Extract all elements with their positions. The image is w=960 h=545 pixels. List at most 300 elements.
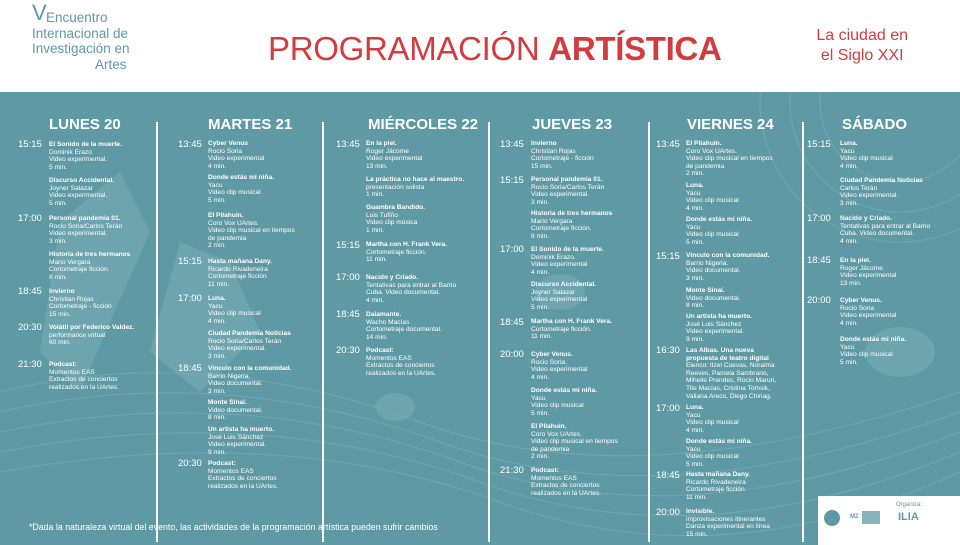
event-detail: de pandemia [208, 234, 247, 242]
time-label: 17:00 [807, 213, 831, 224]
event-title: Hasta mañana Dany. [208, 258, 273, 265]
event-detail: Video experimental [840, 312, 897, 320]
event-item [208, 426, 274, 456]
event-detail: Video experimental [531, 366, 588, 374]
event-detail: 4 min. [531, 268, 549, 276]
event-detail: Video clip musical [208, 189, 261, 197]
event-item [366, 347, 436, 377]
event-title: Invierno [49, 288, 75, 295]
event-item [208, 330, 291, 360]
event-item [366, 241, 447, 264]
day-heading: MARTES 21 [208, 116, 293, 133]
event-detail: Tite Macías, Cristina Tomsik, [686, 384, 770, 392]
header [0, 0, 960, 92]
time-label: 20:00 [807, 295, 831, 306]
event-detail: Momentos EAS [531, 474, 577, 482]
event-title: Daiamante. [366, 311, 402, 318]
page-title [268, 30, 722, 68]
event-item [208, 258, 272, 288]
event-detail: 4 min. [208, 317, 226, 325]
event-detail: propuesta de teatro digital [686, 354, 769, 362]
event-detail: Dominik Erazo. [531, 253, 576, 261]
event-detail: Wacho Macías [366, 318, 410, 326]
event-item [49, 324, 134, 347]
event-detail: 3 min. [208, 387, 226, 395]
event-title: Monte Sinaí. [686, 287, 725, 294]
column-divider [802, 122, 804, 542]
time-label: 18:45 [178, 363, 202, 374]
event-title: Podcast: [366, 347, 394, 354]
event-detail: Cortometraje ficción. [531, 325, 592, 333]
event-detail: Yacu [208, 302, 223, 310]
event-detail: Mario Vergara [531, 217, 573, 225]
event-detail: Momentos EAS [208, 467, 254, 475]
event-detail: Video clip musical [686, 231, 739, 239]
title-bold: ARTÍSTICA [548, 30, 722, 67]
event-item [531, 246, 604, 276]
event-detail: Video documental. [686, 267, 741, 275]
event-title: En la piel. [366, 140, 397, 147]
event-detail: 3 min. [208, 352, 226, 360]
time-label: 20:00 [500, 349, 524, 360]
event-item [840, 257, 896, 287]
event-detail: 8 min. [49, 273, 67, 281]
encuentro-logo [32, 0, 130, 72]
time-label: 18:45 [18, 286, 42, 297]
event-detail: 8 min. [686, 302, 704, 310]
event-detail: Ricardo Rivadeneira [208, 265, 268, 273]
event-detail: 11 min. [208, 280, 230, 288]
event-detail: 2 min. [686, 170, 704, 178]
event-detail: realizados en la UArtes. [49, 383, 120, 391]
event-detail: Video documental. [208, 380, 263, 388]
day-heading: LUNES 20 [49, 116, 121, 133]
event-detail: Yacu [840, 343, 855, 351]
time-label: 15:15 [178, 256, 202, 267]
event-item [531, 140, 594, 170]
event-detail: Rocio Soria/Carlos Terán [208, 337, 282, 345]
logo-mz: MZ [850, 514, 859, 520]
event-title: Podcast: [208, 460, 236, 467]
event-detail: Video clip musical [840, 155, 893, 163]
event-detail: Dominik Erazo [49, 148, 92, 156]
event-detail: Rocio Soria [208, 147, 243, 155]
logo-marks [818, 496, 960, 545]
time-label: 20:30 [18, 322, 42, 333]
event-detail: 13 min. [366, 162, 388, 170]
event-item [208, 295, 261, 325]
event-detail: Elenco: Itzel Cuevas, Noralma [686, 362, 775, 370]
event-detail: 4 min. [531, 373, 549, 381]
footer-note: *Dada la naturaleza virtual del evento, las actividades de la programación artística pueden sufrir cambios [29, 522, 438, 532]
event-detail: 60 min. [49, 339, 71, 347]
event-detail: 5 min. [840, 358, 858, 366]
event-detail: Momentos EAS [49, 368, 95, 376]
event-detail: 4 min. [686, 426, 704, 434]
event-title: En la piel. [840, 257, 871, 264]
event-detail: Coro Vox UArtes. [531, 430, 582, 438]
event-detail: Cuba. Video documental. [840, 230, 914, 238]
event-detail: 5 min. [208, 196, 226, 204]
event-title: El Pilahuin. [208, 212, 244, 219]
event-item [686, 216, 752, 246]
event-item [208, 140, 264, 170]
event-detail: Video documental. [686, 294, 741, 302]
event-title: Personal pandemia 01. [531, 176, 603, 183]
event-detail: Yacu [686, 411, 701, 419]
event-item [840, 336, 906, 366]
time-label: 15:15 [18, 139, 42, 150]
partner-logo-icon [862, 511, 880, 524]
day-heading: MIÉRCOLES 22 [368, 116, 479, 133]
event-title: Discurso Accidental. [531, 281, 596, 288]
event-detail: Yacu [840, 147, 855, 155]
event-detail: Video clip musical [531, 402, 584, 410]
event-detail: Yacu [686, 189, 701, 197]
event-title: Invierno [531, 140, 557, 147]
event-detail: Coro Vox UArtes. [686, 147, 737, 155]
event-detail: Danza experimental en línea [686, 523, 770, 531]
event-title: Volátil por Federico Valdez. [49, 324, 135, 331]
event-detail: Mario Vergara [49, 258, 91, 266]
time-label: 17:00 [178, 293, 202, 304]
event-detail: Cortometraje - ficción [49, 303, 112, 311]
event-detail: improvisaciones itinerantes [686, 515, 766, 523]
event-title: El Sonido de la muerte. [49, 141, 122, 148]
event-detail: Yacu [531, 394, 546, 402]
event-title: Nacido y Criado. [366, 274, 419, 281]
day-column-jueves [492, 92, 648, 545]
event-detail: 5 min. [531, 303, 549, 311]
event-detail: Yacu [686, 223, 701, 231]
event-detail: performance virtual [49, 331, 106, 339]
event-detail: 2 min. [531, 453, 549, 461]
event-detail: Video experimental [531, 296, 588, 304]
time-label: 13:45 [656, 139, 680, 150]
event-detail: Video clip música [366, 219, 418, 227]
event-detail: Ricardo Rivadeneira [686, 478, 746, 486]
subtitle-line-2: el Siglo XXI [820, 47, 904, 64]
event-detail: 15 min. [686, 530, 708, 538]
event-title: Luna. [686, 182, 704, 189]
event-item [366, 311, 442, 341]
event-title: Martha con H. Frank Vera. [366, 241, 447, 248]
time-label: 17:00 [18, 213, 42, 224]
event-item [840, 215, 930, 245]
day-column-viernes [652, 92, 802, 545]
event-detail: 11 min. [366, 256, 388, 264]
event-detail: presentación solista [366, 183, 425, 191]
event-item [208, 212, 295, 250]
event-title: Nacido y Criado. [840, 215, 893, 222]
event-title: Luna. [840, 140, 858, 147]
sponsor-logos [818, 496, 960, 545]
event-detail: 11 min. [686, 493, 708, 501]
event-detail: 4 min. [686, 204, 704, 212]
event-item [686, 347, 776, 400]
event-detail: Cortometraje ficción [686, 486, 745, 494]
time-label: 17:00 [336, 272, 360, 283]
event-detail: José Luis Sánchez [208, 433, 264, 441]
event-detail: 5 min. [49, 163, 67, 171]
event-detail: Momentos EAS [366, 354, 412, 362]
event-detail: Video experimental [208, 155, 265, 163]
time-label: 20:30 [178, 458, 202, 469]
event-detail: Roger Jácome [366, 147, 409, 155]
time-label: 18:45 [336, 309, 360, 320]
event-detail: Cortometraje ficción. [366, 248, 427, 256]
encuentro-roman-numeral: V [32, 0, 47, 25]
event-title: Vínculo con la comunidad. [208, 365, 292, 372]
event-title: Martha con H. Frank Vera. [531, 318, 612, 325]
event-title: Donde estás mi niña. [531, 387, 597, 394]
event-detail: 1 min. [366, 226, 384, 234]
event-item [686, 404, 739, 434]
event-detail: Christian Rojas [49, 295, 94, 303]
event-title: Podcast: [531, 467, 559, 474]
event-detail: Video experimental. [49, 156, 108, 164]
event-title: Las Albas. Una nueva [686, 347, 754, 354]
event-detail: Yacu [208, 181, 223, 189]
event-detail: 2 min. [208, 242, 226, 250]
event-detail: Rocio Soria [840, 304, 875, 312]
event-item [531, 210, 612, 240]
event-title: Historia de tres hermanos [49, 251, 131, 258]
event-item [531, 318, 612, 341]
event-detail: Rocio Soria. [531, 358, 567, 366]
event-detail: 4 min. [840, 319, 858, 327]
event-detail: 4 min. [208, 162, 226, 170]
event-detail: Barrio Nigeria. [686, 259, 729, 267]
event-detail: 15 min. [531, 162, 553, 170]
time-label: 13:45 [178, 139, 202, 150]
event-detail: Extractos de conciertos [208, 475, 277, 483]
event-detail: Video experimental. [49, 230, 108, 238]
event-title: Personal pandemia 01. [49, 215, 121, 222]
event-detail: Video experimental. [208, 345, 267, 353]
event-item [531, 423, 618, 461]
event-title: El Pilahuin. [686, 140, 722, 147]
event-detail: Joyner Salazar [531, 288, 575, 296]
event-detail: Video clip musical en tiempos [208, 227, 295, 235]
event-detail: Video experimental. [840, 192, 899, 200]
event-item [366, 274, 456, 304]
event-detail: 8 min. [531, 232, 549, 240]
title-light: PROGRAMACIÓN [268, 30, 540, 67]
event-detail: Cortometraje ficción. [531, 225, 592, 233]
event-detail: 3 min. [531, 198, 549, 206]
event-detail: 5 min. [686, 460, 704, 468]
event-title: Ciudad Pandemia Noticias [840, 177, 923, 184]
event-detail: Roger Jácome [840, 264, 883, 272]
day-heading: VIERNES 24 [687, 116, 774, 133]
event-detail: Yacu [686, 445, 701, 453]
event-detail: realizados en la UArtes. [208, 482, 279, 490]
event-item [208, 399, 263, 422]
event-detail: Video experimental. [686, 328, 745, 336]
event-title: La práctica no hace al maestro. [366, 176, 465, 183]
event-item [208, 365, 292, 395]
event-item [531, 351, 587, 381]
day-heading: SÁBADO [842, 116, 908, 133]
day-column-martes [160, 92, 322, 545]
event-item [840, 177, 923, 207]
event-title: El Pilahuin. [531, 423, 567, 430]
time-label: 15:15 [500, 175, 524, 186]
event-item [49, 361, 119, 391]
event-detail: Video documental. [208, 406, 263, 414]
event-detail: Video clip musical en tiempos [531, 438, 618, 446]
event-detail: Reeves, Pamela Sambrano, [686, 369, 769, 377]
event-detail: Video clip musical en tiempos [686, 155, 773, 163]
event-detail: de pandemia [531, 445, 570, 453]
uartes-logo-icon [824, 510, 840, 526]
event-detail: Video clip musical [840, 351, 893, 359]
event-detail: Valiana Areco, Diego Chiriag. [686, 392, 772, 400]
event-item [49, 215, 122, 245]
event-detail: 1 min. [366, 191, 384, 199]
event-detail: Christian Rojas [531, 147, 576, 155]
time-label: 21:30 [500, 465, 524, 476]
event-detail: 4 min. [840, 237, 858, 245]
event-item [840, 140, 893, 170]
event-detail: José Luis Sánchez [686, 320, 742, 328]
subtitle-line-1: La ciudad en [816, 27, 908, 44]
event-item [49, 177, 114, 207]
schedule-panel [0, 92, 960, 545]
event-detail: 4 min. [366, 296, 384, 304]
event-title: Guambra Bandido. [366, 204, 425, 211]
event-title: Cyber Venus. [531, 351, 573, 358]
time-label: 17:00 [656, 403, 680, 414]
event-title: Cyber Venus [208, 140, 248, 147]
event-detail: Barrio Nigeria. [208, 372, 251, 380]
event-title: Invisible. [686, 508, 715, 515]
event-title: Luna. [208, 295, 226, 302]
day-column-miercoles [326, 92, 488, 545]
event-title: Ciudad Pandemia Noticias [208, 330, 291, 337]
time-label: 20:30 [336, 345, 360, 356]
time-label: 15:15 [656, 251, 680, 262]
event-detail: Coro Vox UArtes. [208, 219, 259, 227]
event-title: Donde estás mi niña. [840, 336, 906, 343]
event-detail: 11 min. [531, 333, 553, 341]
event-detail: Carlos Terán [840, 184, 878, 192]
event-detail: realizados en la UArtes. [531, 489, 602, 497]
event-detail: Video experimental [840, 272, 897, 280]
event-item [366, 176, 464, 199]
event-detail: Video experimental. [531, 191, 590, 199]
day-column-sabado [806, 92, 960, 545]
column-divider [488, 122, 490, 542]
event-title: Hasta mañana Dany. [686, 471, 751, 478]
event-detail: 5 min. [531, 409, 549, 417]
event-item [840, 297, 896, 327]
event-detail: Tentativas para entrar al Barrio [366, 281, 457, 289]
time-label: 15:15 [807, 139, 831, 150]
day-heading: JUEVES 23 [532, 116, 613, 133]
encuentro-line-2: Internacional de [32, 25, 129, 41]
event-item [686, 252, 770, 282]
event-item [49, 141, 122, 171]
event-detail: 9 min. [686, 335, 704, 343]
encuentro-line-3: Investigación en [32, 41, 130, 56]
event-detail: 9 min. [208, 448, 226, 456]
event-detail: Cuba. Video documental. [366, 289, 440, 297]
event-title: Donde estás mi niña. [686, 216, 752, 223]
event-detail: 15 min. [49, 310, 71, 318]
event-detail: Luis Tufiño [366, 211, 398, 219]
event-item [531, 176, 604, 206]
event-detail: 14 min. [366, 333, 388, 341]
column-divider [322, 122, 324, 542]
event-detail: Tentativas para entrar al Barrio [840, 222, 931, 230]
time-label: 18:45 [656, 470, 680, 481]
event-detail: Extractos de conciertos [49, 376, 118, 384]
event-detail: Cortometraje ficción. [49, 266, 110, 274]
event-detail: 8 min. [208, 414, 226, 422]
event-detail: 3 min. [840, 199, 858, 207]
time-label: 13:45 [336, 139, 360, 150]
event-item [686, 140, 773, 178]
event-detail: Mihelle Prendes, Rocio Maruri, [686, 377, 777, 385]
event-title: Monte Sinaí. [208, 399, 247, 406]
event-item [686, 182, 739, 212]
event-title: Cyber Venus. [840, 297, 882, 304]
day-column-lunes [0, 92, 160, 545]
event-detail: Video clip musical [686, 197, 739, 205]
event-title: El Sonido de la muerte. [531, 246, 604, 253]
time-label: 16:30 [656, 345, 680, 356]
event-item [531, 387, 597, 417]
event-item [686, 438, 752, 468]
event-title: Un artista ha muerto. [686, 313, 752, 320]
event-detail: Video clip musical [686, 453, 739, 461]
event-detail: Rocio Soria/Carlos Terán [49, 222, 123, 230]
event-detail: Video experimental [531, 261, 588, 269]
event-item [686, 471, 750, 501]
event-item [686, 287, 741, 310]
event-detail: Cortometraje ficción [208, 273, 267, 281]
event-detail: Extractos de conciertos [366, 362, 435, 370]
column-divider [156, 122, 158, 542]
time-label: 21:30 [18, 359, 42, 370]
event-detail: Video clip musical [208, 310, 261, 318]
time-label: 18:45 [807, 255, 831, 266]
event-detail: Video experimental. [49, 192, 108, 200]
time-label: 17:00 [500, 244, 524, 255]
event-detail: Cortometraje documental. [366, 326, 442, 334]
logo-organiza: Organiza: [896, 502, 923, 508]
event-detail: Rocio Soria/Carlos Terán [531, 183, 605, 191]
time-label: 18:45 [500, 317, 524, 328]
event-item [366, 204, 425, 234]
event-item [531, 467, 601, 497]
event-detail: 13 min. [840, 279, 862, 287]
event-detail: 5 min. [49, 199, 67, 207]
event-detail: de pandemia [686, 162, 725, 170]
subtitle [816, 26, 908, 66]
event-item [686, 313, 752, 343]
event-item [49, 288, 112, 318]
event-title: Luna. [686, 404, 704, 411]
time-label: 20:00 [656, 507, 680, 518]
event-item [49, 251, 130, 281]
event-title: Vínculo con la comunidad. [686, 252, 770, 259]
event-item [366, 140, 422, 170]
event-detail: realizados en la UArtes. [366, 369, 437, 377]
event-item [208, 174, 274, 204]
